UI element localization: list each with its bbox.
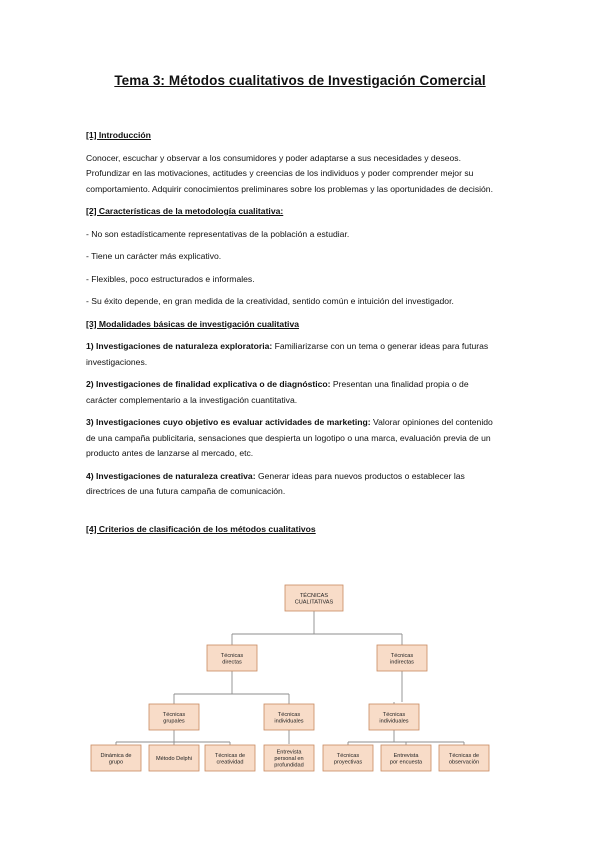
node-level2-label: Técnicas bbox=[277, 711, 301, 718]
modalidad-text: Familiarizarse con un tema o generar ideas para futuras investigaciones. bbox=[86, 341, 489, 367]
node-level1-label: directas bbox=[222, 659, 242, 666]
node-level2 bbox=[369, 704, 419, 730]
node-level3 bbox=[205, 745, 255, 771]
caracteristica-item: - Su éxito depende, en gran medida de la creatividad, sentido común e intuición del investigador. bbox=[86, 296, 454, 306]
page-title: Tema 3: Métodos cualitativos de Investigación Comercial bbox=[114, 73, 486, 88]
node-level1-label: Técnicas bbox=[390, 652, 414, 659]
modalidad-title: 2) Investigaciones de finalidad explicativa o de diagnóstico: bbox=[86, 379, 331, 389]
node-level3-label: Técnicas bbox=[336, 752, 360, 759]
node-level2-label: individuales bbox=[379, 718, 409, 725]
node-level3-label: profundidad bbox=[274, 762, 304, 769]
node-level3-label: Método Delphi bbox=[155, 756, 193, 762]
node-level2-label: grupales bbox=[163, 718, 185, 725]
modalidad-title: 4) Investigaciones de naturaleza creativa: bbox=[86, 470, 256, 481]
modalidad-item bbox=[86, 469, 496, 500]
section-heading-caracteristicas: [2] Características de la metodología cualitativa: bbox=[86, 206, 284, 216]
modalidad-title: 1) Investigaciones de naturaleza exploratoria: bbox=[86, 341, 273, 351]
node-root-label: CUALITATIVAS bbox=[294, 599, 334, 606]
node-level3-label: grupo bbox=[108, 759, 124, 766]
node-level3-label: personal en bbox=[274, 756, 304, 762]
node-level3 bbox=[264, 745, 314, 771]
node-level3-label: proyectivas bbox=[333, 759, 363, 766]
caracteristica-item: - No son estadísticamente representativas de la población a estudiar. bbox=[86, 228, 350, 239]
node-level1 bbox=[377, 645, 427, 671]
node-root bbox=[285, 585, 343, 611]
document-body bbox=[86, 128, 496, 544]
node-level3 bbox=[323, 745, 373, 771]
node-level3 bbox=[149, 745, 199, 771]
caracteristica-item: - Tiene un carácter más explicativo. bbox=[86, 251, 222, 261]
intro-paragraph: Conocer, escuchar y observar a los consumidores y poder adaptarse a sus necesidades y deseos. Profundizar en las motivaciones, actitudes y creencias de los individuos y poder comprender mejor su comportamiento. Adquirir conocimientos preliminares sobre los problemas y las oportunidades de decisión. bbox=[86, 152, 493, 194]
modalidad-text: Presentan una finalidad propia o de carácter complementario a la investigación cuantitativa. bbox=[86, 379, 469, 405]
section-heading-modalidades: [3] Modalidades básicas de investigación cualitativa bbox=[86, 318, 300, 329]
node-level2-label: Técnicas bbox=[162, 711, 186, 718]
modalidad-text: Valorar opiniones del contenido de una campaña publicitaria, sensaciones que despierta un logotipo o una marca, evaluación previa de un producto antes de lanzarse al mercado, etc. bbox=[86, 417, 493, 458]
node-level3-label: por encuesta bbox=[389, 759, 423, 766]
node-level1 bbox=[207, 645, 257, 671]
section-heading-intro: [1] Introducción bbox=[86, 130, 151, 140]
node-level2 bbox=[264, 704, 314, 730]
diagram-nodes bbox=[91, 585, 489, 771]
modalidad-item bbox=[86, 377, 496, 408]
node-level3 bbox=[439, 745, 489, 771]
node-level3-label: observación bbox=[448, 759, 480, 766]
node-level3-label: Técnicas de bbox=[214, 752, 246, 759]
modalidad-text: Generar ideas para nuevos productos o establecer las directrices de una futura campaña de comunicación. bbox=[86, 470, 465, 496]
node-level3-label: creatividad bbox=[216, 759, 244, 766]
node-level3 bbox=[381, 745, 431, 771]
classification-diagram bbox=[86, 578, 506, 778]
node-level2-label: Técnicas bbox=[382, 711, 406, 718]
node-level3-label: Entrevista bbox=[393, 752, 419, 759]
modalidad-title: 3) Investigaciones cuyo objetivo es evaluar actividades de marketing: bbox=[86, 417, 371, 427]
node-level2-label: individuales bbox=[274, 718, 304, 725]
section-heading-criterios: [4] Criterios de clasificación de los métodos cualitativos bbox=[86, 523, 316, 534]
node-level1-label: Técnicas bbox=[220, 652, 244, 659]
node-level3 bbox=[91, 745, 141, 771]
modalidad-item bbox=[86, 339, 496, 370]
modalidad-item bbox=[86, 415, 496, 462]
node-level2 bbox=[149, 704, 199, 730]
node-level1-label: indirectas bbox=[390, 659, 414, 666]
node-level3-label: Entrevista bbox=[276, 749, 302, 756]
node-level3-label: Técnicas de bbox=[448, 752, 480, 759]
node-level3-label: Dinámica de bbox=[100, 752, 132, 759]
node-root-label: TÉCNICAS bbox=[299, 592, 329, 599]
caracteristica-item: - Flexibles, poco estructurados e informales. bbox=[86, 273, 255, 284]
